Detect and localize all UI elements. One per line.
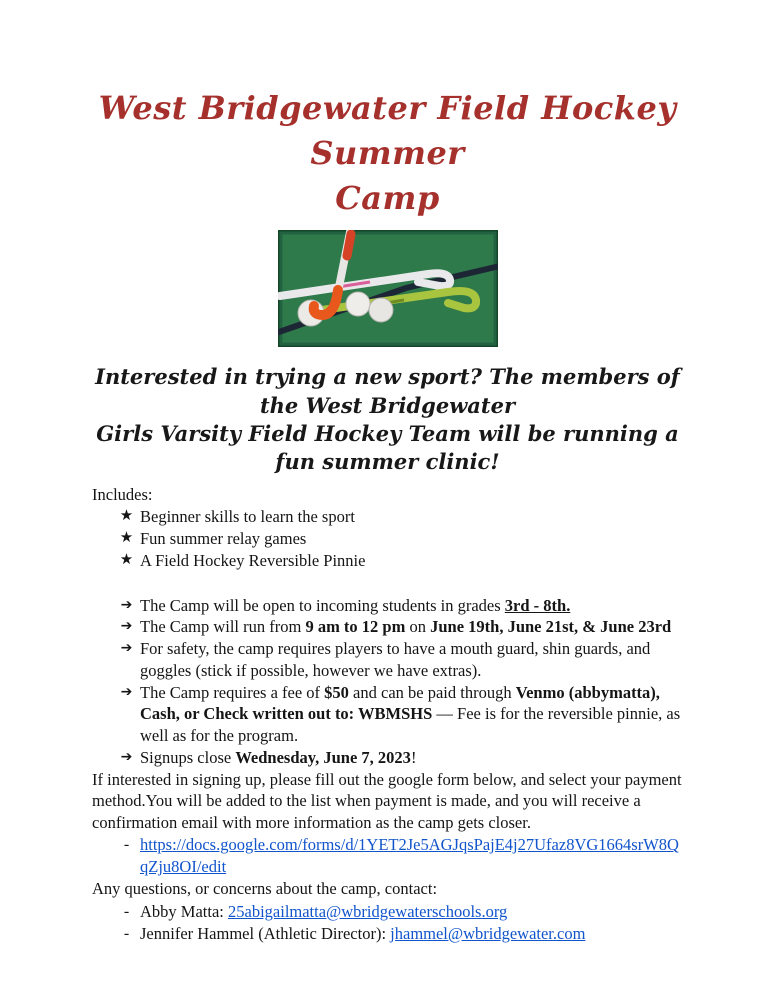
detail-grades bbox=[140, 595, 683, 616]
list-item bbox=[92, 923, 683, 944]
contact-abby-email-link[interactable]: 25abigailmatta@wbridgewaterschools.org bbox=[228, 901, 508, 921]
page-title-line2: Camp bbox=[335, 178, 440, 217]
detail-schedule-text: The Camp will run from bbox=[140, 617, 306, 637]
contact-jennifer bbox=[140, 923, 683, 944]
contact-jennifer-email-link[interactable]: jhammel@wbridgewater.com bbox=[390, 923, 586, 943]
list-item bbox=[92, 834, 683, 877]
detail-grades-text: The Camp will be open to incoming students in grades bbox=[140, 595, 505, 615]
detail-signup-deadline bbox=[140, 747, 683, 768]
detail-schedule-time: 9 am to 12 pm bbox=[305, 617, 406, 637]
arrow-bullet-icon: ➔ bbox=[120, 596, 133, 613]
list-item bbox=[92, 747, 683, 768]
page-title-line1: West Bridgewater Field Hockey Summer bbox=[98, 89, 677, 172]
flyer-subtitle-line1: Interested in trying a new sport? The members of the West Bridgewater bbox=[95, 364, 680, 418]
flyer-subtitle-line2: Girls Varsity Field Hockey Team will be running a fun summer clinic! bbox=[96, 421, 679, 475]
list-item bbox=[92, 682, 683, 746]
contact-abby-label: Abby Matta: bbox=[140, 901, 228, 921]
includes-list bbox=[92, 506, 683, 571]
flyer-subtitle bbox=[92, 363, 683, 476]
form-link-list bbox=[92, 834, 683, 877]
list-item bbox=[92, 506, 683, 527]
list-item bbox=[92, 616, 683, 637]
arrow-bullet-icon: ➔ bbox=[120, 640, 133, 657]
detail-schedule-mid: on bbox=[405, 617, 431, 637]
star-bullet-icon: ★ bbox=[119, 530, 134, 547]
detail-signup-text: Signups close bbox=[140, 747, 236, 767]
star-bullet-icon: ★ bbox=[119, 508, 134, 525]
detail-signup-date: Wednesday, June 7, 2023 bbox=[235, 747, 411, 767]
includes-heading: Includes: bbox=[92, 484, 153, 504]
dash-bullet-icon: - bbox=[123, 902, 130, 920]
contact-abby bbox=[140, 901, 683, 922]
includes-item-label: Fun summer relay games bbox=[140, 529, 307, 549]
contact-jennifer-label: Jennifer Hammel (Athletic Director): bbox=[140, 923, 391, 943]
detail-fee bbox=[140, 682, 683, 746]
detail-fee-payment-methods: Venmo (abbymatta), Cash, or Check written out to: WBMSHS bbox=[140, 682, 660, 724]
arrow-bullet-icon: ➔ bbox=[120, 618, 133, 635]
field-hockey-photo-graphic bbox=[278, 230, 498, 347]
arrow-bullet-icon: ➔ bbox=[120, 683, 133, 700]
star-bullet-icon: ★ bbox=[119, 552, 134, 569]
contact-heading: Any questions, or concerns about the camp, contact: bbox=[92, 879, 438, 899]
contact-list bbox=[92, 901, 683, 944]
includes-item-label: A Field Hockey Reversible Pinnie bbox=[140, 551, 366, 571]
detail-fee-text: The Camp requires a fee of bbox=[140, 682, 325, 702]
list-item bbox=[92, 528, 683, 549]
list-item bbox=[92, 595, 683, 616]
detail-schedule bbox=[140, 616, 683, 637]
arrow-bullet-icon: ➔ bbox=[120, 748, 133, 765]
detail-safety: For safety, the camp requires players to have a mouth guard, shin guards, and goggles (stick if possible, however we have extras). bbox=[140, 639, 651, 680]
page-title bbox=[92, 86, 683, 220]
detail-fee-note: — Fee is for the reversible pinnie, as well as for the program. bbox=[140, 704, 681, 745]
detail-signup-punct: ! bbox=[410, 747, 417, 767]
camp-details-list bbox=[92, 595, 683, 769]
dash-bullet-icon: - bbox=[123, 924, 130, 942]
list-item bbox=[92, 638, 683, 681]
google-form-link[interactable]: https://docs.google.com/forms/d/1YET2Je5AGJqsPajE4j27Ufaz8VG1664srW8QqZju8OI/edit bbox=[140, 835, 679, 876]
detail-schedule-dates: June 19th, June 21st, & June 23rd bbox=[430, 617, 672, 637]
includes-item-label: Beginner skills to learn the sport bbox=[140, 507, 355, 527]
detail-fee-amount: $50 bbox=[324, 682, 349, 702]
detail-grades-range: 3rd - 8th. bbox=[504, 595, 571, 615]
dash-bullet-icon: - bbox=[123, 836, 130, 854]
list-item bbox=[92, 550, 683, 571]
list-item bbox=[92, 901, 683, 922]
field-hockey-photo bbox=[278, 230, 498, 347]
detail-fee-mid: and can be paid through bbox=[348, 682, 516, 702]
signup-instructions: If interested in signing up, please fill out the google form below, and select your payment method.You will be added to the list when payment is made, and you will receive a confirmation email with more information as the camp gets closer. bbox=[92, 770, 682, 832]
